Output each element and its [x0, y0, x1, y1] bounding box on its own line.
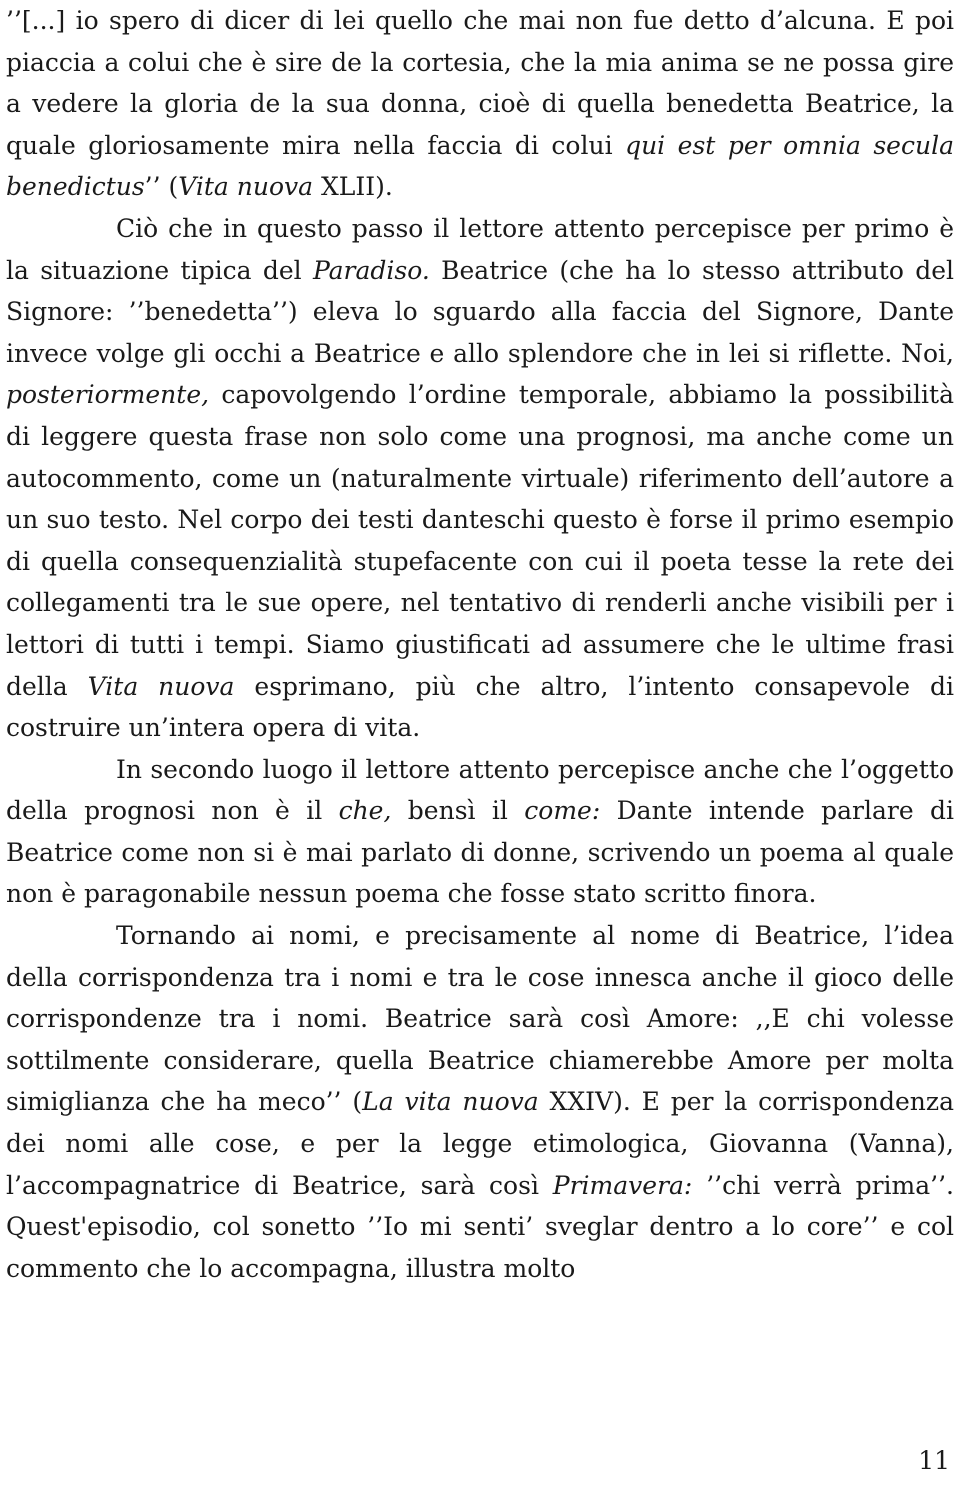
italic-text: Vita nuova [178, 172, 314, 202]
text-run: Dante intende parlare di Beatrice come non si è mai parlato di donne, scrivendo un poema al quale non è paragonabile nessun poema che fosse stato scritto finora. [6, 796, 954, 909]
italic-text: come: [524, 796, 601, 826]
italic-text: che, [338, 796, 392, 826]
page-body [6, 0, 954, 1289]
text-run: Tornando ai nomi, e precisamente al nome di Beatrice, l’idea della corrispondenza tra i nomi e tra le cose innesca anche il gioco delle corrispondenze tra i nomi. Beatrice sarà così Amore: ,,E chi volesse sottilmente considerare, quella Beatrice chiamerebbe Amore per molta simiglianza che ha meco’’ ( [6, 921, 954, 1117]
text-run: esprimano, più che altro, l’intento consapevole di costruire un’intera opera di vita. [6, 671, 954, 743]
text-run: capovolgendo l’ordine temporale, abbiamo la possibilità di leggere questa frase non solo come una prognosi, ma anche come un autocommento, come un (naturalmente virtuale) riferimento dell’autore a un suo testo. Nel corpo dei testi danteschi questo è forse il primo esempio di quella consequenzialità stupefacente con cui il poeta tesse la rete dei collegamenti tra le sue opere, nel tentativo di renderli anche visibili per i lettori di tutti i tempi. Siamo giustificati ad assumere che le ultime frasi della [6, 380, 954, 701]
text-run: Ciò che in questo passo il lettore attento percepisce per primo è la situazione tipica del [6, 213, 954, 285]
paragraph-nomi [6, 915, 954, 1289]
italic-text: Vita nuova [87, 671, 235, 701]
italic-text: qui est per omnia secula benedictus [6, 130, 954, 202]
paragraph-secondo-luogo [6, 749, 954, 915]
text-run: ’’chi verrà prima’’. Quest'episodio, col sonetto ’’Io mi senti’ sveglar dentro a lo core’’ e col commento che lo accompagna, illustra molto [6, 1170, 954, 1283]
italic-text: La vita nuova [362, 1087, 539, 1117]
text-run: XLII). [313, 172, 393, 202]
text-run: XXIV). E per la corrispondenza dei nomi alle cose, e per la legge etimologica, Giovanna (Vanna), l’accompagnatrice di Beatrice, sarà così [6, 1087, 954, 1200]
italic-text: Paradiso. [312, 255, 430, 285]
paragraph-quote [6, 0, 954, 208]
text-run: In secondo luogo il lettore attento percepisce anche che l’oggetto della prognosi non è il [6, 754, 954, 826]
text-run: Beatrice (che ha lo stesso attributo del Signore: ’’benedetta’’) eleva lo sguardo alla faccia del Signore, Dante invece volge gli occhi a Beatrice e allo splendore che in lei si riflette. Noi, [6, 255, 954, 368]
text-run: ’’[...] io spero di dicer di lei quello che mai non fue detto d’alcuna. E poi piaccia a colui che è sire de la cortesia, che la mia anima se ne possa gire a vedere la gloria de la sua donna, cioè di quella benedetta Beatrice, la quale gloriosamente mira nella faccia di colui [6, 6, 954, 160]
page-number: 11 [918, 1446, 950, 1475]
italic-text: Primavera: [552, 1170, 693, 1200]
italic-text: posteriormente, [6, 380, 210, 410]
text-run: bensì il [391, 796, 525, 826]
text-run: ’’ ( [144, 172, 179, 202]
paragraph-situazione [6, 208, 954, 749]
